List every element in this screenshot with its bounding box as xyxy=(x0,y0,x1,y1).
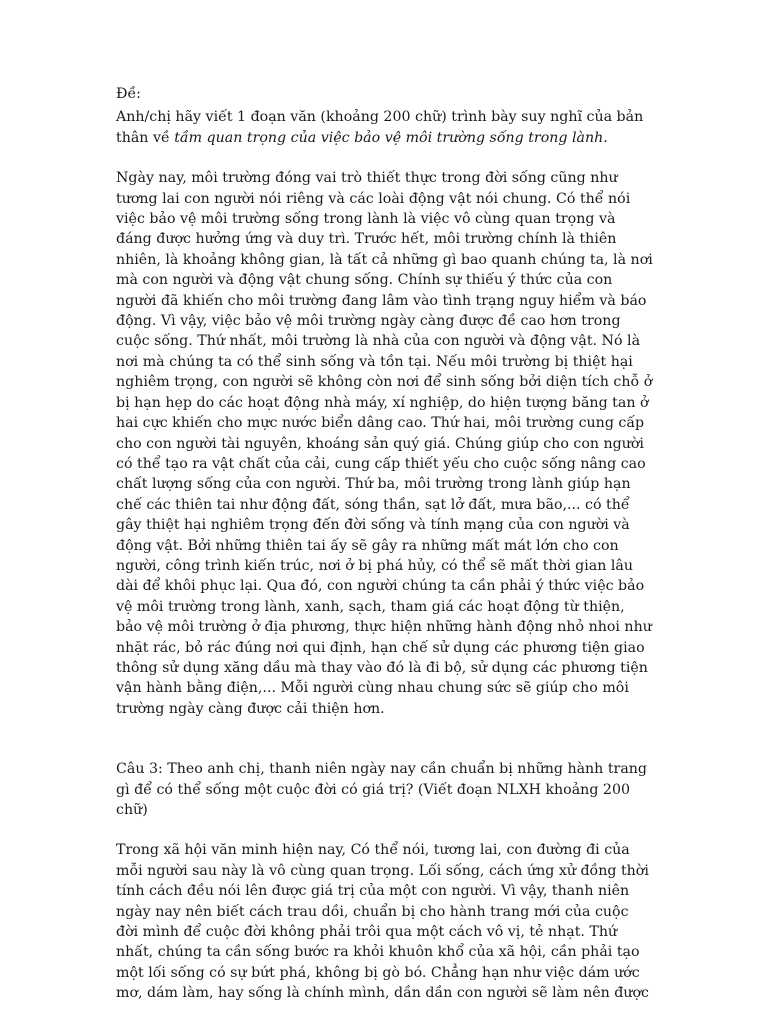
prompt-1-topic: tầm quan trọng của việc bảo vệ môi trường sống trong lành. xyxy=(174,129,608,146)
prompt-1-lead: Anh/chị hãy viết 1 đoạn văn (khoảng 200 chữ) trình bày suy nghĩ của bản thân về xyxy=(116,109,644,146)
spacer xyxy=(116,719,654,759)
spacer xyxy=(116,820,654,840)
document-page xyxy=(116,84,654,1004)
prompt-1 xyxy=(116,107,654,148)
spacer xyxy=(116,148,654,168)
essay-2: Trong xã hội văn minh hiện nay, Có thể nói, tương lai, con đường đi của mỗi người sau này là vô cùng quan trọng. Lối sống, cách ứng xử đồng thời tính cách đều nói lên được giá trị của một con người. Vì vậy, thanh niên ngày nay nên biết cách trau dồi, chuẩn bị cho hành trang mới của cuộc đời mình để cuộc đời không phải trôi qua một cách vô vị, tẻ nhạt. Thứ nhất, chúng ta cần sống bước ra khỏi khuôn khổ của xã hội, cần phải tạo một lối sống có sự bứt phá, không bị gò bó. Chẳng hạn như việc dám ước mơ, dám làm, hay sống là chính mình, dần dần con người sẽ làm nên được xyxy=(116,842,649,1002)
essay-1: Ngày nay, môi trường đóng vai trò thiết thực trong đời sống cũng như tương lai con người nói riêng và các loài động vật nói chung. Có thể nói việc bảo vệ môi trường sống trong lành là việc vô cùng quan trọng và đáng được hưởng ứng và duy trì. Trước hết, môi trường chính là thiên nhiên, là khoảng không gian, là tất cả những gì bao quanh chúng ta, là nơi mà con người và động vật chung sống. Chính sự thiếu ý thức của con người đã khiến cho môi trường đang lâm vào tình trạng nguy hiểm và báo động. Vì vậy, việc bảo vệ môi trường ngày càng được đề cao hơn trong cuộc sống. Thứ nhất, môi trường là nhà của con người và động vật. Nó là nơi mà chúng ta có thể sinh sống và tồn tại. Nếu môi trường bị thiệt hại nghiêm trọng, con người sẽ không còn nơi để sinh sống bởi diện tích chỗ ở bị hạn hẹp do các hoạt động nhà máy, xí nghiệp, do hiện tượng băng tan ở hai cực khiến cho mực nước biển dâng cao. Thứ hai, môi trường cung cấp cho con người tài nguyên, khoáng sản quý giá. Chúng giúp cho con người có thể tạo ra vật chất của cải, cung cấp thiết yếu cho cuộc sống nâng cao chất lượng sống của con người. Thứ ba, môi trường trong lành giúp hạn chế các thiên tai như động đất, sóng thần, sạt lở đất, mưa bão,... có thể gây thiệt hại nghiêm trọng đến đời sống và tính mạng của con người và động vật. Bởi những thiên tai ấy sẽ gây ra những mất mát lớn cho con người, công trình kiến trúc, nơi ở bị phá hủy, có thể sẽ mất thời gian lâu dài để khôi phục lại. Qua đó, con người chúng ta cần phải ý thức việc bảo vệ môi trường trong lành, xanh, sạch, tham giá các hoạt động từ thiện, bảo vệ môi trường ở địa phương, thực hiện những hành động nhỏ nhoi như nhặt rác, bỏ rác đúng nơi qui định, hạn chế sử dụng các phương tiện giao thông sử dụng xăng dầu mà thay vào đó là đi bộ, sử dụng các phương tiện vận hành bằng điện,... Mỗi người cùng nhau chung sức sẽ giúp cho môi trường ngày càng được cải thiện hơn. xyxy=(116,170,653,717)
prompt-2: Câu 3: Theo anh chị, thanh niên ngày nay cần chuẩn bị những hành trang gì để có thể sống một cuộc đời có giá trị? (Viết đoạn NLXH khoảng 200 chữ) xyxy=(116,761,647,818)
heading: Đề: xyxy=(116,86,141,102)
